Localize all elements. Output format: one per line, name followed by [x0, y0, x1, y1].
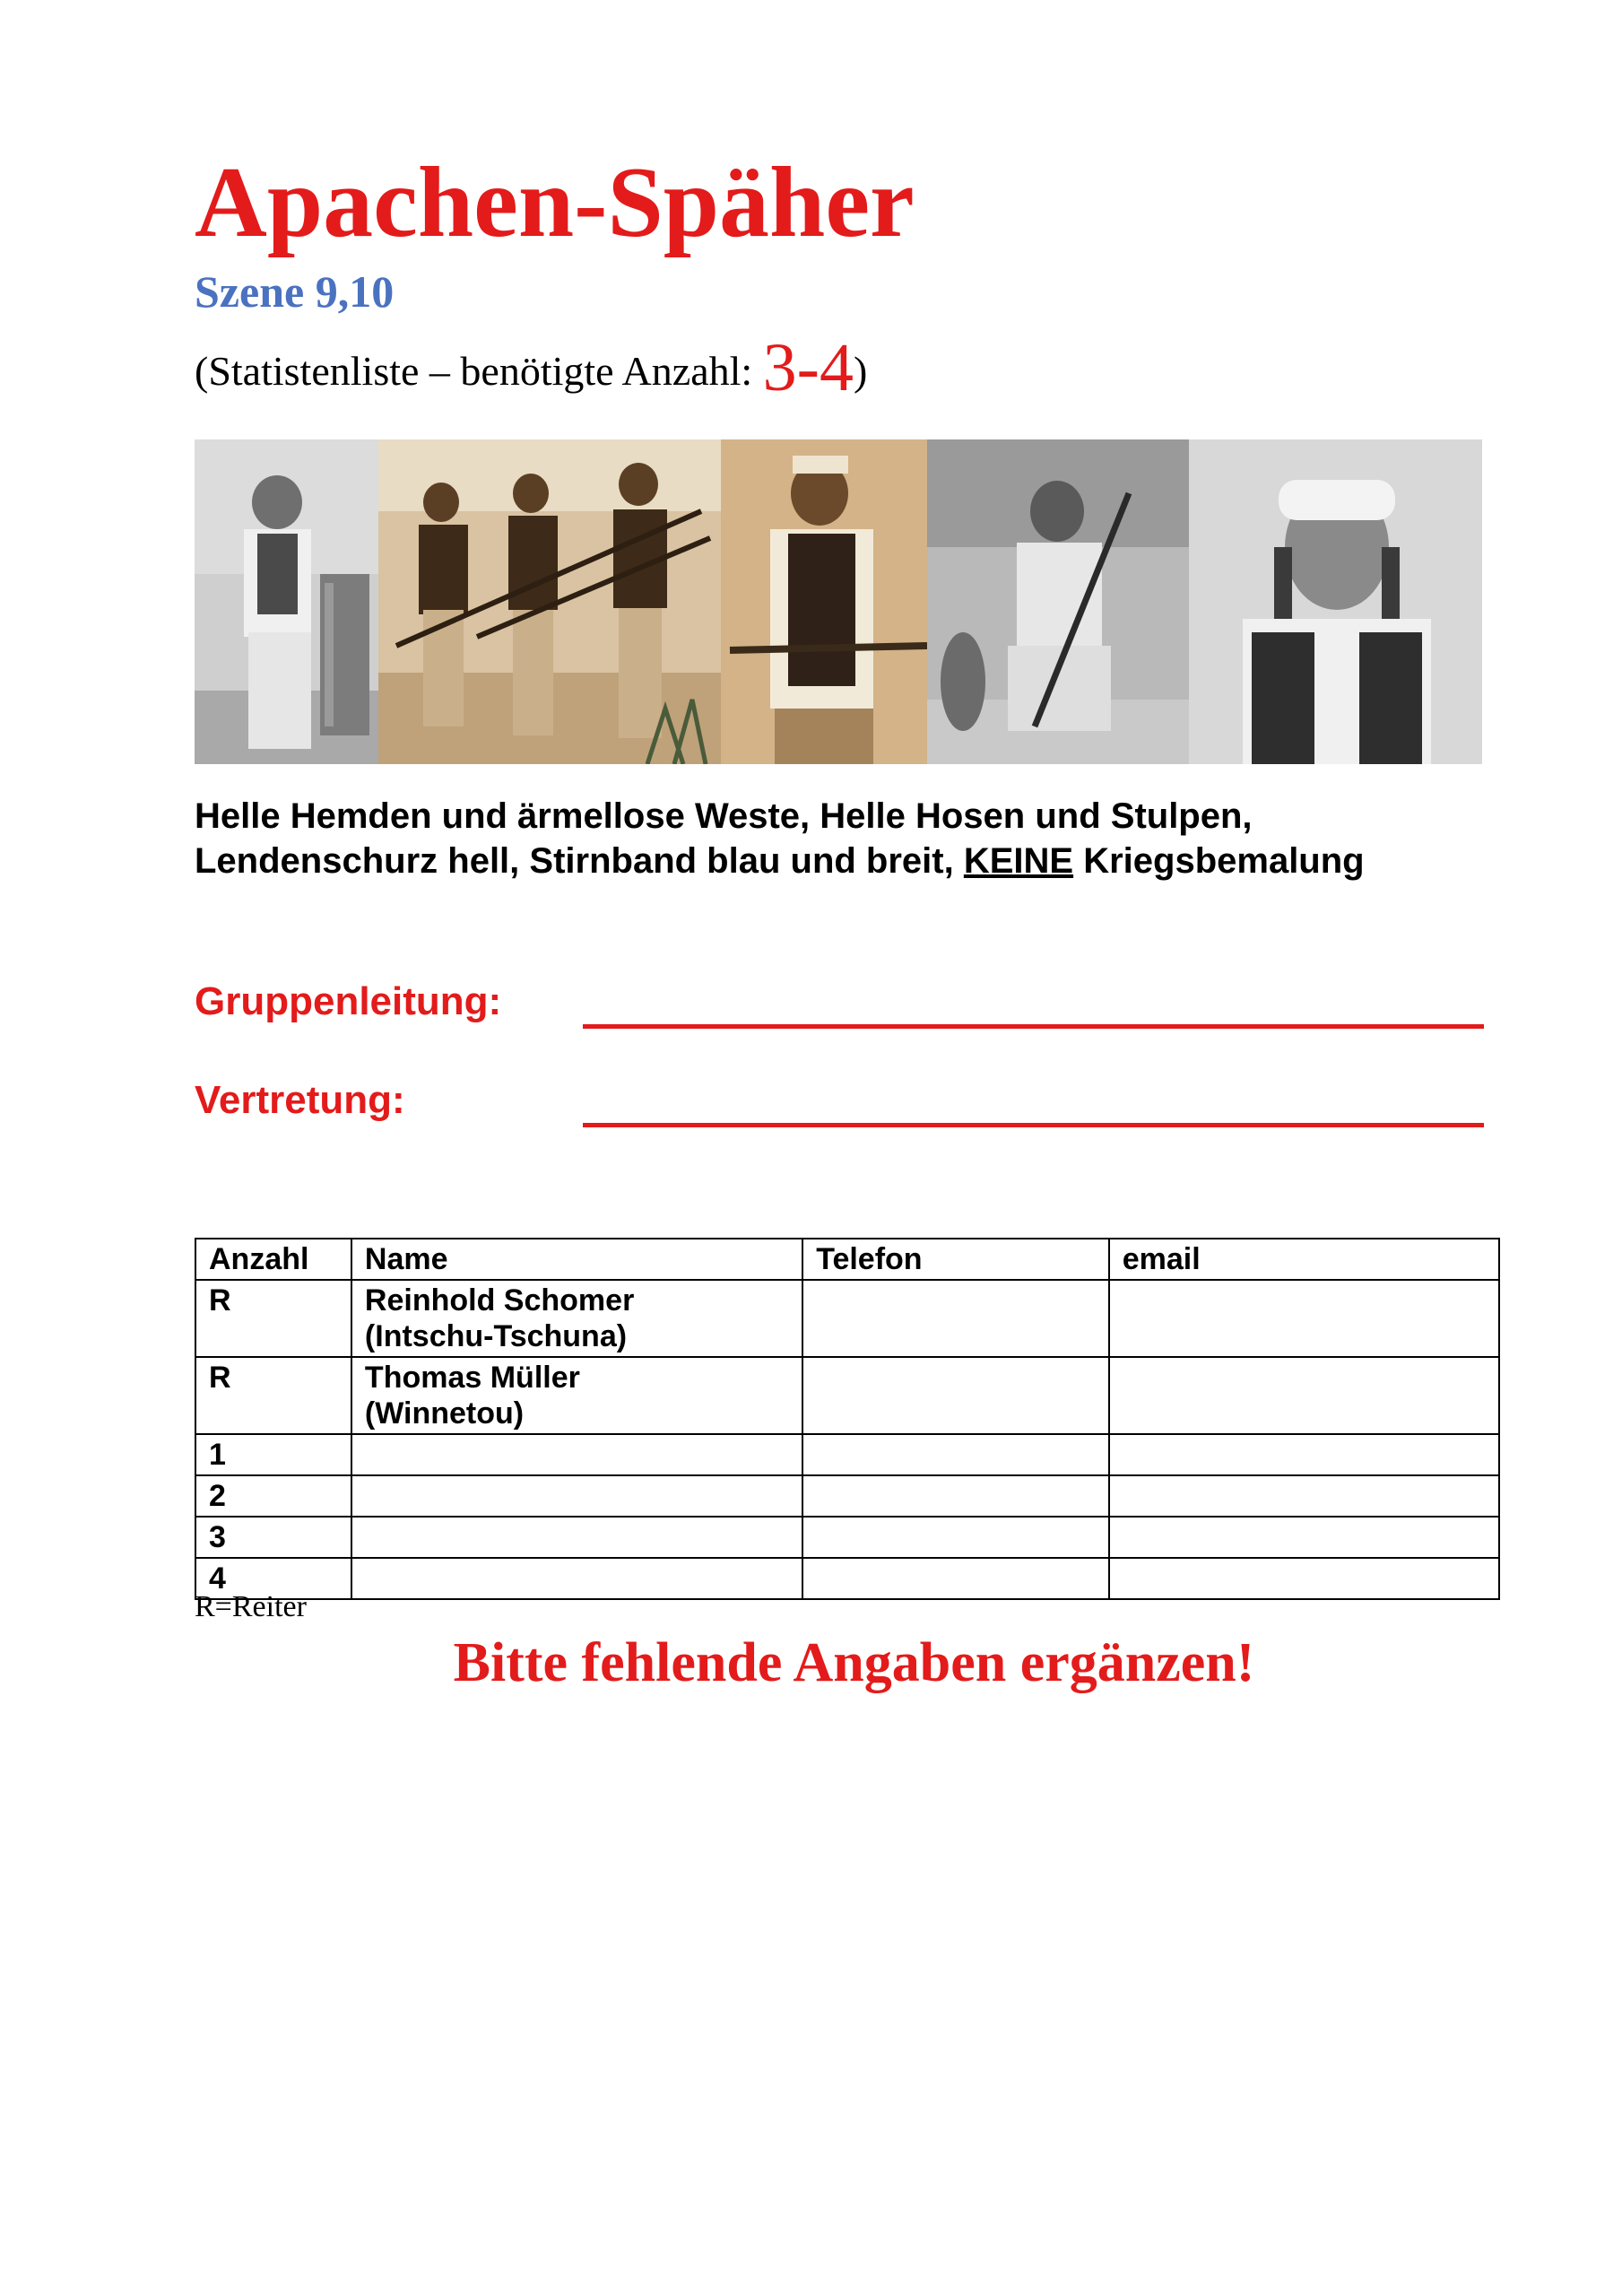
extras-needed-line: [195, 330, 868, 405]
cell-email[interactable]: [1109, 1434, 1499, 1475]
group-lead-line[interactable]: [583, 1024, 1484, 1029]
name-line-2: (Intschu-Tschuna): [364, 1319, 628, 1353]
cell-email[interactable]: [1109, 1280, 1499, 1357]
cell-anzahl: 3: [195, 1517, 351, 1558]
cell-name: [351, 1357, 802, 1434]
cell-name[interactable]: [351, 1558, 802, 1599]
name-line-1: Thomas Müller: [364, 1361, 580, 1395]
call-to-action: Bitte fehlende Angaben ergänzen!: [453, 1632, 1255, 1693]
cell-telefon[interactable]: [802, 1475, 1109, 1517]
photo-strip: [195, 439, 1482, 764]
table-legend: R=Reiter: [195, 1590, 307, 1623]
table-row: [195, 1475, 1499, 1517]
cell-anzahl: R: [195, 1357, 351, 1434]
cell-email[interactable]: [1109, 1558, 1499, 1599]
table-row: [195, 1517, 1499, 1558]
costume-description: [195, 794, 1504, 883]
cell-name[interactable]: [351, 1475, 802, 1517]
extras-count: 3-4: [762, 330, 854, 405]
description-line-2: [195, 839, 1504, 883]
cell-email[interactable]: [1109, 1517, 1499, 1558]
cell-telefon[interactable]: [802, 1357, 1109, 1434]
roster-table: [195, 1238, 1500, 1600]
photo-apache-group-rifles: [378, 439, 721, 764]
table-row: [195, 1357, 1499, 1434]
deputy-label: Vertretung:: [195, 1078, 405, 1122]
description-line-1: Helle Hemden und ärmellose Weste, Helle Hosen und Stulpen,: [195, 796, 1253, 836]
table-row: [195, 1434, 1499, 1475]
photo-apache-portrait-headband: [1189, 439, 1482, 764]
extras-prefix: (Statistenliste – benötigte Anzahl:: [195, 348, 763, 394]
description-line-2-after: Kriegsbemalung: [1073, 841, 1365, 881]
name-line-1: Reinhold Schomer: [364, 1283, 635, 1318]
table-row: [195, 1558, 1499, 1599]
page-title: Apachen-Späher: [195, 147, 915, 258]
cell-name[interactable]: [351, 1434, 802, 1475]
cell-name[interactable]: [351, 1517, 802, 1558]
header-telefon: Telefon: [802, 1239, 1109, 1280]
extras-suffix: ): [853, 348, 868, 394]
cell-email[interactable]: [1109, 1357, 1499, 1434]
photo-apache-standing: [195, 439, 378, 764]
description-emphasis: KEINE: [963, 841, 1074, 881]
deputy-line[interactable]: [583, 1123, 1484, 1127]
scene-number: Szene 9,10: [195, 266, 395, 317]
cell-telefon[interactable]: [802, 1517, 1109, 1558]
cell-anzahl: 4: [195, 1558, 351, 1599]
cell-anzahl: 1: [195, 1434, 351, 1475]
photo-apache-kneeling-rifle: [927, 439, 1189, 764]
cell-telefon[interactable]: [802, 1434, 1109, 1475]
header-anzahl: Anzahl: [195, 1239, 351, 1280]
name-line-2: (Winnetou): [364, 1396, 525, 1431]
cell-telefon[interactable]: [802, 1558, 1109, 1599]
cell-anzahl: R: [195, 1280, 351, 1357]
table-header-row: [195, 1239, 1499, 1280]
cell-email[interactable]: [1109, 1475, 1499, 1517]
group-lead-label: Gruppenleitung:: [195, 979, 502, 1023]
header-name: Name: [351, 1239, 802, 1280]
cell-name: [351, 1280, 802, 1357]
header-email: email: [1109, 1239, 1499, 1280]
photo-apache-seated-rifle: [721, 439, 927, 764]
table-row: [195, 1280, 1499, 1357]
description-line-2-before: Lendenschurz hell, Stirnband blau und breit,: [195, 841, 964, 881]
cell-telefon[interactable]: [802, 1280, 1109, 1357]
cell-anzahl: 2: [195, 1475, 351, 1517]
